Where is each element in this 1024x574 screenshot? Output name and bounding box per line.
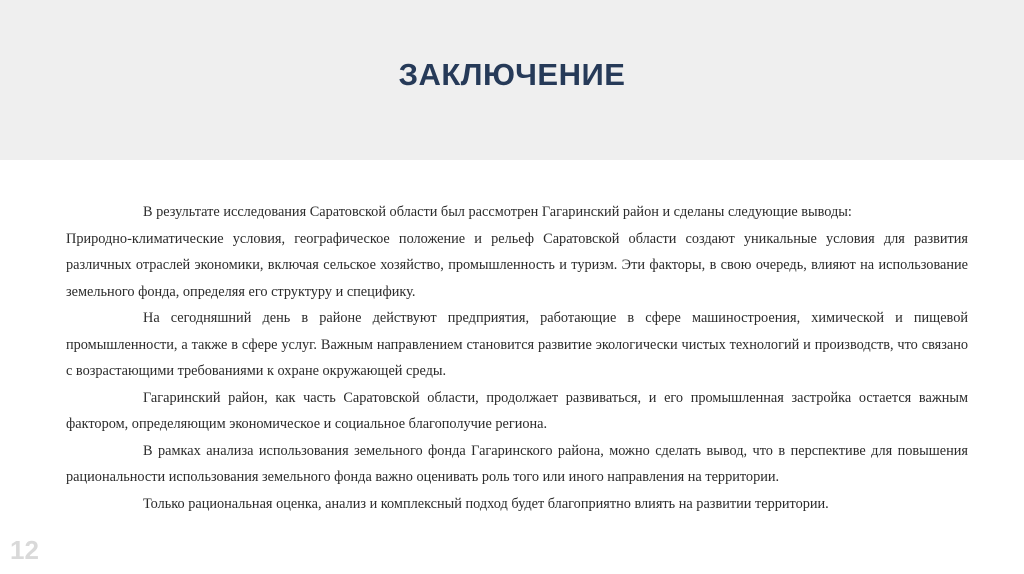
page-number: 12 (10, 535, 39, 565)
slide-title: ЗАКЛЮЧЕНИЕ (398, 57, 626, 92)
paragraph-conclusion: Только рациональная оценка, анализ и комплексный подход будет благоприятно влиять на развитии территории. (143, 495, 829, 512)
paragraph-intro: В результате исследования Саратовской области был рассмотрен Гагаринский район и сделаны следующие выводы: (143, 204, 852, 220)
paragraph-enterprises: На сегодняшний день в районе действуют предприятия, работающие в сфере машиностроения, химической и пищевой промышленности, а также в сфере услуг. Важным направлением становится развитие экологически чистых технологий и производств, что связано с возрастающими требованиями к охране окружающей среды. (66, 310, 968, 379)
paragraph-natural-conditions: Природно-климатические условия, географическое положение и рельеф Саратовской области создают уникальные условия для развития различных отраслей экономики, включая сельское хозяйство, промышленность и туризм. Эти факторы, в свою очередь, влияют на использование земельного фонда, определяя его структуру и специфику. (66, 230, 968, 300)
body-text (66, 199, 968, 517)
paragraph-land-fund: В рамках анализа использования земельного фонда Гагаринского района, можно сделать вывод, что в перспективе для повышения рациональности использования земельного фонда важно оценивать роль того или иного направления на территории. (66, 442, 968, 485)
paragraph-development: Гагаринский район, как часть Саратовской области, продолжает развиваться, и его промышленная застройка остается важным фактором, определяющим экономическое и социальное благополучие региона. (66, 389, 968, 432)
